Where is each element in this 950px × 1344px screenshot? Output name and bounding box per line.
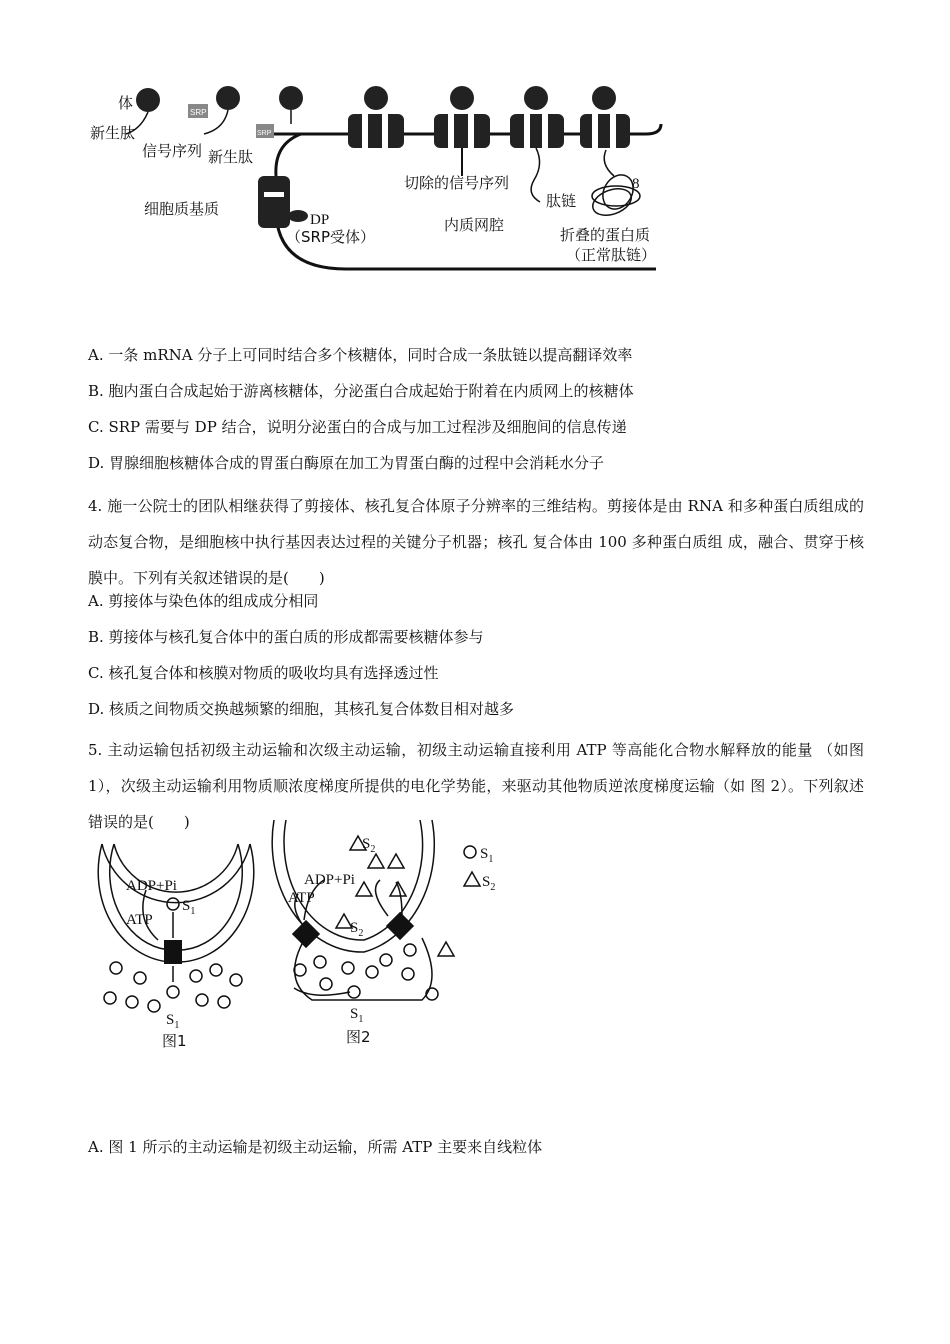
fig1-atp: ATP — [126, 912, 153, 928]
s1-molecule-icon — [167, 898, 179, 910]
label-ti: 体 — [118, 94, 134, 112]
q3-option-b: B. 胞内蛋白合成起始于游离核糖体，分泌蛋白合成起始于附着在内质网上的核糖体 — [88, 382, 634, 400]
fig2-caption: 图2 — [346, 1028, 371, 1046]
fig2-s1-outside-group — [294, 944, 438, 1000]
fig2-pump-icon — [292, 920, 320, 948]
fig2-cotransporter-icon — [386, 912, 414, 940]
label-normal-chain: （正常肽链） — [566, 246, 657, 264]
legend-s1-icon — [464, 846, 476, 858]
ribosome-translocon-icon — [510, 86, 564, 202]
label-er-lumen: 内质网腔 — [444, 216, 505, 234]
label-srp-2: SRP — [257, 130, 272, 137]
fig2-s1-outside: $S_1$ — [350, 1006, 364, 1025]
fig1-pump-icon — [164, 940, 182, 964]
ribosome-translocon-icon — [580, 86, 630, 148]
label-folded-protein: 折叠的蛋白质 — [560, 226, 651, 244]
label-signal-seq: 信号序列 — [142, 142, 203, 160]
q4-option-d: D. 核质之间物质交换越频繁的细胞，其核孔复合体数目相对越多 — [88, 700, 515, 718]
q4-option-a: A. 剪接体与染色体的组成成分相同 — [88, 592, 319, 610]
fig2-s2-mid: $S_2$ — [350, 920, 364, 939]
q3-option-a: A. 一条 mRNA 分子上可同时结合多个核糖体，同时合成一条肽链以提高翻译效率 — [88, 346, 633, 364]
label-peptide-chain: 肽链 — [546, 192, 577, 210]
fig1-s1-outside: $S_1$ — [166, 1012, 180, 1031]
legend-s2-icon — [464, 872, 480, 886]
q4-option-b: B. 剪接体与核孔复合体中的蛋白质的形成都需要核糖体参与 — [88, 628, 484, 646]
label-cytoplasm: 细胞质基质 — [144, 200, 220, 218]
q5-stem: 5. 主动运输包括初级主动运输和次级主动运输，初级主动运输直接利用 ATP 等高能化合物水解释放的能量 （如图 1），次级主动运输利用物质顺浓度梯度所提供的电化学势能，来驱动其他物质逆浓度梯度运输（如 图 2）。下列叙述错误的是( ) — [88, 741, 864, 831]
q4-stem: 4. 施一公院士的团队相继获得了剪接体、核孔复合体原子分辨率的三维结构。剪接体是由 RNA 和多种蛋白质组成的动态复合物，是细胞核中执行基因表达过程的关键分子机器；核孔 复合体由 100 多种蛋白质组 成，融合、贯穿于核膜中。下列有关叙述错误的是( ) — [88, 497, 864, 587]
fig2-adp-pi: ADP+Pi — [304, 872, 355, 888]
legend-s1: $S_1$ — [480, 846, 494, 865]
srp-receptor-icon — [258, 176, 308, 228]
ribosome-translocon-icon — [434, 86, 490, 176]
fig1-s1-inside: $S_1$ — [182, 898, 196, 917]
q3-option-d: D. 胃腺细胞核糖体合成的胃蛋白酶原在加工为胃蛋白酶的过程中会消耗水分子 — [88, 454, 605, 472]
label-srp-1: SRP — [190, 108, 207, 117]
fig2-cell — [272, 820, 434, 1000]
label-number: 8 — [632, 176, 640, 192]
q4-option-c: C. 核孔复合体和核膜对物质的吸收均具有选择透过性 — [88, 664, 439, 682]
ribosome-translocon-icon — [348, 86, 404, 148]
fig1-caption: 图1 — [162, 1032, 187, 1050]
label-srp-receptor: （SRP受体） — [286, 228, 375, 246]
legend-s2: $S_2$ — [482, 874, 496, 893]
fig1-adp-pi: ADP+Pi — [126, 878, 177, 894]
q5-option-a: A. 图 1 所示的主动运输是初级主动运输，所需 ATP 主要来自线粒体 — [88, 1138, 543, 1156]
label-new-peptide-1: 新生肽 — [90, 124, 136, 142]
label-dp: DP — [310, 212, 330, 228]
fig2-atp: ATP — [288, 890, 315, 906]
label-new-peptide-2: 新生肽 — [208, 148, 254, 166]
transport-figure — [92, 820, 512, 1056]
fig2-s2-top: $S_2$ — [362, 836, 376, 855]
q3-option-c: C. SRP 需要与 DP 结合，说明分泌蛋白的合成与加工过程涉及细胞间的信息传递 — [88, 418, 627, 436]
label-cleaved-signal: 切除的信号序列 — [404, 174, 510, 192]
er-signal-figure — [86, 84, 686, 274]
